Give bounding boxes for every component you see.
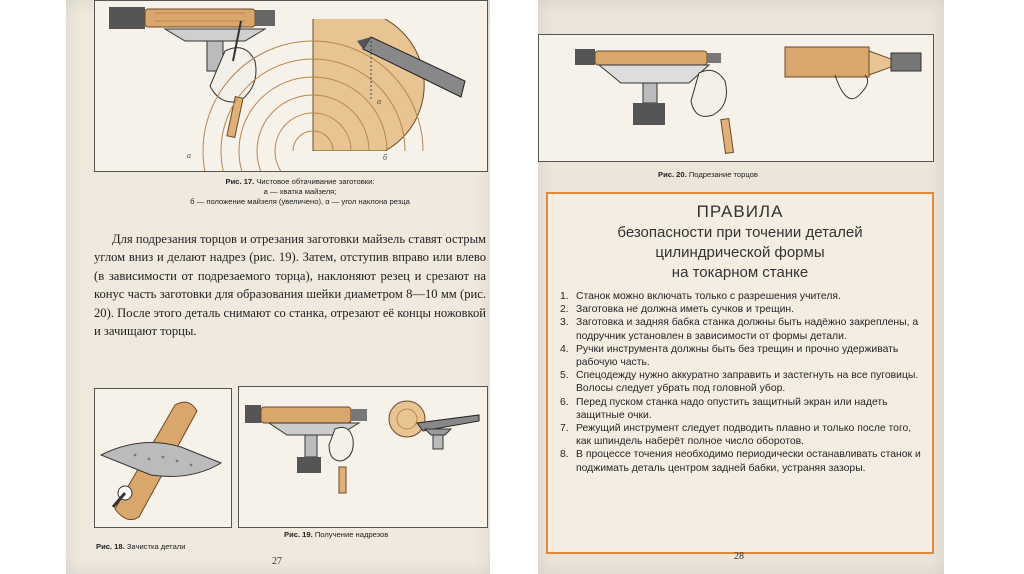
rule-text: Заготовка и задняя бабка станка должны быть надёжно закреплены, а подручник установлен в зависимости от формы детали.	[576, 317, 919, 342]
rule-item	[560, 343, 922, 369]
rule-item	[560, 396, 922, 422]
rule-number: 1.	[560, 291, 569, 302]
rules-subtitle-line-2: цилиндрической формы	[655, 244, 825, 261]
rule-number: 8.	[560, 449, 569, 461]
figure-18-caption-number: Рис. 18.	[96, 542, 125, 551]
figure-18	[94, 388, 232, 528]
figure-17-caption-line-1: Чистовое обтачивание заготовки:	[254, 177, 375, 186]
rule-text: Спецодежду нужно аккуратно заправить и застегнуть на все пуговицы. Волосы следует убрать под головной убор.	[576, 370, 919, 395]
figure-17	[94, 0, 488, 172]
rule-item	[560, 448, 922, 474]
figure-20-caption	[658, 170, 858, 180]
rule-text: Перед пуском станка надо опустить защитный экран или надеть защитные очки.	[576, 396, 888, 421]
figure-19-caption-text: Получение надрезов	[312, 530, 389, 539]
figure-20-caption-text: Подрезание торцов	[686, 170, 758, 179]
page-number-right: 28	[734, 551, 744, 562]
rules-subtitle-line-3: на токарном станке	[671, 264, 809, 281]
figure-19-caption	[284, 530, 464, 540]
figure-17-label-alpha: α	[377, 97, 382, 106]
body-paragraph	[94, 230, 486, 340]
rule-item	[560, 316, 922, 342]
rule-item	[560, 369, 922, 395]
rule-text: В процессе точения необходимо периодически останавливать станок и поджимать деталь центром задней бабки, устраняя зазоры.	[576, 449, 921, 474]
figure-17-caption-line-3: б — положение майзеля (увеличено), α — угол наклона резца	[190, 197, 410, 206]
rules-title: ПРАВИЛА	[696, 202, 784, 221]
figure-18-illustration	[95, 389, 231, 527]
rules-subtitle-line-1: безопасности при точении деталей	[617, 224, 863, 241]
left-page	[66, 0, 490, 574]
rule-item	[560, 290, 922, 303]
figure-18-caption-text: Зачистка детали	[124, 542, 186, 551]
figure-17-caption-number: Рис. 17.	[225, 177, 255, 186]
figure-19-illustration	[239, 387, 487, 527]
page-number-left: 27	[272, 556, 282, 567]
rule-number: 5.	[560, 370, 569, 382]
figure-18-caption	[96, 542, 230, 552]
rule-text: Заготовка не должна иметь сучков и трещин.	[576, 304, 795, 316]
rule-number: 7.	[560, 423, 569, 435]
rule-text: Станок можно включать только с разрешения учителя.	[576, 291, 841, 302]
rule-item	[560, 422, 922, 448]
figure-17-caption	[120, 177, 480, 207]
safety-rules-box	[546, 192, 934, 554]
figure-19-caption-number: Рис. 19.	[284, 530, 313, 539]
rule-text: Ручки инструмента должны быть без трещин и прочно удерживать рабочую часть.	[576, 343, 899, 369]
figure-17-label-b: б	[383, 153, 388, 162]
figure-17-illustration	[95, 1, 487, 171]
rule-number: 6.	[560, 396, 569, 408]
right-page	[538, 0, 944, 574]
figure-20-illustration	[539, 35, 933, 161]
rules-list	[560, 290, 922, 475]
figure-20	[538, 34, 934, 162]
figure-20-caption-number: Рис. 20.	[658, 170, 687, 179]
rule-number: 2.	[560, 304, 569, 316]
figure-17-label-a: а	[187, 151, 191, 160]
figure-17-caption-line-2: а — хватка майзеля;	[263, 187, 337, 196]
paragraph-text: Для подрезания торцов и отрезания заготовки майзель ставят острым углом вниз и делают надрез (рис. 19). Затем, отступив вправо или влево (в зависимости от подрезаемого торца), наклоняют резец и срезают на конус часть заготовки для образования шейки диаметром 8—10 мм (рис. 20). После этого деталь снимают со станка, отрезают её концы ножовкой и зачищают торцы.	[94, 232, 486, 339]
figure-19	[238, 386, 488, 528]
rule-number: 3.	[560, 317, 569, 329]
rule-number: 4.	[560, 343, 569, 355]
rule-item	[560, 303, 922, 316]
rule-text: Режущий инструмент следует подводить плавно и только после того, как шпиндель наберёт полное число оборотов.	[576, 423, 912, 448]
